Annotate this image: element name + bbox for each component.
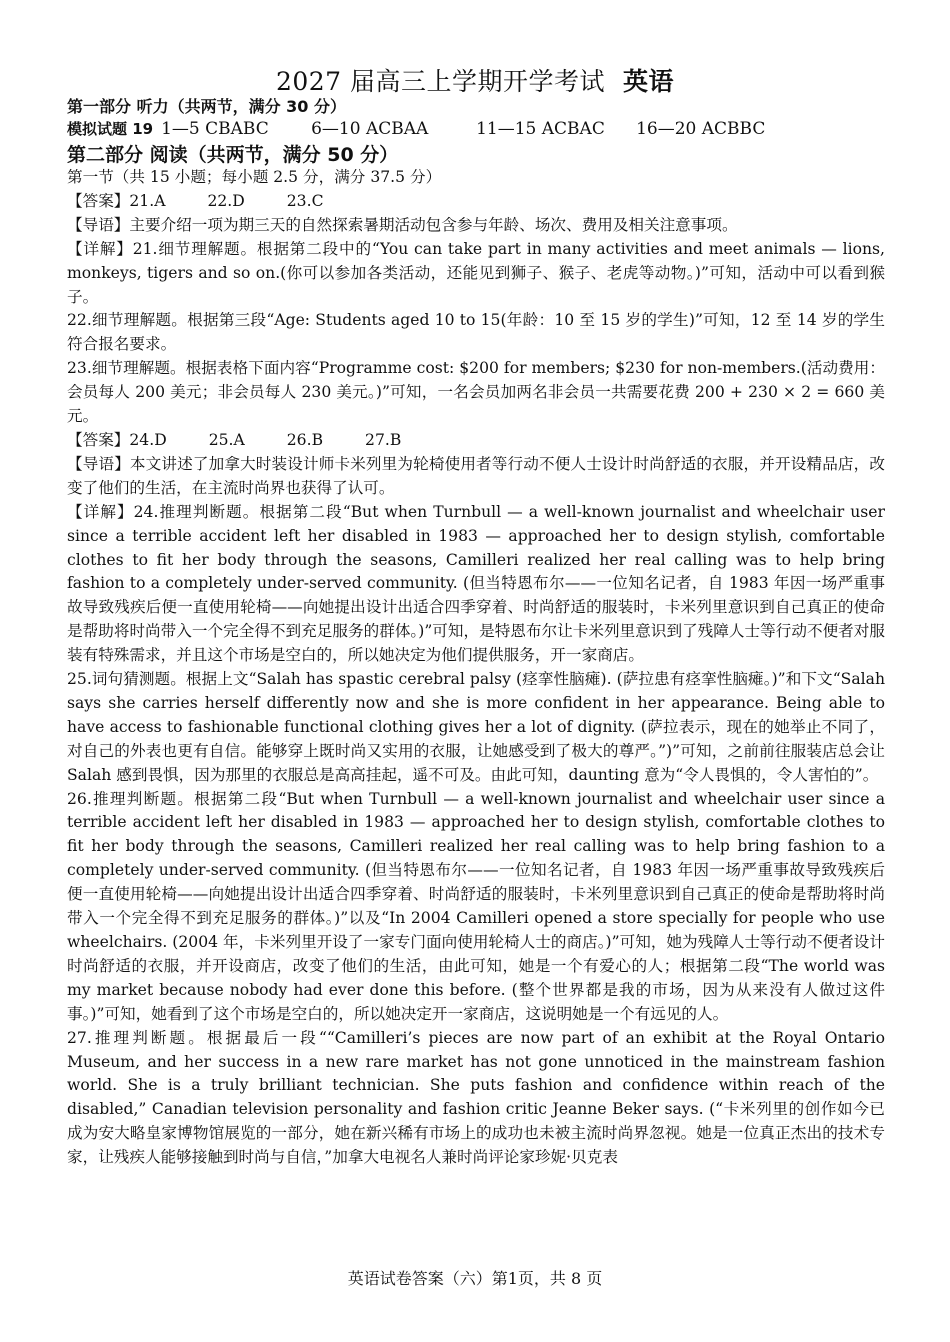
listening-answers <box>67 118 765 139</box>
explanation-25: 25.词句猜测题。根据上文“Salah has spastic cerebral palsy (痉挛性脑瘫). (萨拉患有痉挛性脑瘫。)”和下文“Salah says she carries herself differently now and she is more confident in her appearance. Being able to have access to fashionable functional clothing gives her a lot of dignity. (萨拉表示，现在的她举止不同了，对自己的外表也更有自信。能够穿上既时尚又实用的衣服，让她感受到了极大的尊严。”)”可知，之前前往服装店总会让 Salah 感到畏惧，因为那里的衣服总是高高挂起，遥不可及。由此可知，daunting 意为“令人畏惧的，令人害怕的”。 <box>67 670 885 784</box>
exam-subject: 英语 <box>623 67 675 96</box>
answer-item: 23.C <box>286 191 324 210</box>
answer-group: 1—5 CBABC <box>161 119 269 139</box>
page-footer: 英语试卷答案（六）第1页，共 8 页 <box>347 1269 603 1288</box>
answer-label: 【答案】 <box>67 430 130 449</box>
answer-item: 26.B <box>286 430 324 449</box>
answer-group: 16—20 ACBBC <box>636 119 766 139</box>
page-title <box>0 62 950 98</box>
answer-item: 21.A <box>129 191 166 210</box>
answer-body <box>67 166 885 1170</box>
exam-title: 2027 届高三上学期开学考试 <box>275 67 606 96</box>
answer-label: 【答案】 <box>67 191 130 210</box>
answer-item: 22.D <box>207 191 245 210</box>
explanation-21: 【详解】21.细节理解题。根据第二段中的“You can take part in many activities and meet animals — lions, monkeys, tigers and so on.(你可以参加各类活动，还能见到狮子、猴子、老虎等动物。)”可知，活动中可以看到猴子。 <box>67 239 885 306</box>
answer-item: 24.D <box>129 430 167 449</box>
answer-group: 6—10 ACBAA <box>311 119 429 139</box>
explanation-22: 22.细节理解题。根据第三段“Age: Students aged 10 to 15(年龄：10 至 15 岁的学生)”可知，12 至 14 岁的学生符合报名要求。 <box>67 311 885 354</box>
answer-item: 27.B <box>365 430 402 449</box>
answer-group: 11—15 ACBAC <box>476 119 605 139</box>
guide-a: 【导语】主要介绍一项为期三天的自然探索暑期活动包含参与年龄、场次、费用及相关注意事项。 <box>67 215 738 234</box>
explanation-27: 27.推理判断题。根据最后一段““Camilleri’s pieces are now part of an exhibit at the Royal Ontario Museum, and her success in a new rare market has not gone unnoticed in the mainstream fashion world. She is a truly brilliant technician. She puts fashion and confidence within reach of the disabled,” Canadian television personality and fashion critic Jeanne Beker says. (“卡米列里的创作如今已成为安大略皇家博物馆展览的一部分，她在新兴稀有市场上的成功也未被主流时尚界忽视。她是一位真正杰出的技术专家，让残疾人能够接触到时尚与自信，”加拿大电视名人兼时尚评论家珍妮·贝克表 <box>67 1028 885 1167</box>
listening-answers-label: 模拟试题 19 <box>67 120 154 138</box>
answers-row-a <box>67 190 885 214</box>
answers-row-b <box>67 429 885 453</box>
part2-heading: 第二部分 阅读（共两节，满分 50 分） <box>67 144 399 166</box>
part1-heading: 第一部分 听力（共两节，满分 30 分） <box>67 97 346 116</box>
section-intro: 第一节（共 15 小题；每小题 2.5 分，满分 37.5 分） <box>67 168 442 186</box>
explanation-26: 26.推理判断题。根据第二段“But when Turnbull — a well-known journalist and wheelchair user since a terrible accident left her disabled in 1983 — approached her to design stylish, comfortable clothes to fit her body through the seasons, Camilleri realized her real calling was to help bring fashion to a completely under-served community. (但当特恩布尔——一位知名记者，自 1983 年因一场严重事故导致残疾后便一直使用轮椅——向她提出设计出适合四季穿着、时尚舒适的服装时，卡米列里意识到自己真正的使命是帮助将时尚带入一个完全得不到充足服务的群体。)”以及“In 2004 Camilleri opened a store specially for people who use wheelchairs. (2004 年，卡米列里开设了一家专门面向使用轮椅人士的商店。)”可知，她为残障人士等行动不便者设计时尚舒适的衣服，并开设商店，改变了他们的生活，由此可知，她是一个有爱心的人；根据第二段“The world was my market because nobody had ever done this before. (整个世界都是我的市场，因为从来没有人做过这件事。)”可知，她看到了这个市场是空白的，所以她决定开一家商店，这说明她是一个有远见的人。 <box>67 789 885 1023</box>
explanation-23: 23.细节理解题。根据表格下面内容“Programme cost: $200 for members; $230 for non-members.(活动费用：会员每人 200 美元；非会员每人 230 美元。)”可知，一名会员加两名非会员一共需要花费 200 + 230 × 2 = 660 美元。 <box>67 359 885 426</box>
answer-item: 25.A <box>208 430 245 449</box>
guide-b: 【导语】本文讲述了加拿大时装设计师卡米列里为轮椅使用者等行动不便人士设计时尚舒适的衣服，并开设精品店，改变了他们的生活，在主流时尚界也获得了认可。 <box>67 454 885 497</box>
explanation-24: 【详解】24.推理判断题。根据第二段“But when Turnbull — a well-known journalist and wheelchair user since a terrible accident left her disabled in 1983 — approached her to design stylish, comfortable clothes to fit her body through the seasons, Camilleri realized her real calling was to help bring fashion to a completely under-served community. (但当特恩布尔——一位知名记者，自 1983 年因一场严重事故导致残疾后便一直使用轮椅——向她提出设计出适合四季穿着、时尚舒适的服装时，卡米列里意识到自己真正的使命是帮助将时尚带入一个完全得不到充足服务的群体。)”可知，是特恩布尔让卡米列里意识到了残障人士等行动不便者对服装有特殊需求，并且这个市场是空白的，所以她决定为他们提供服务，开一家商店。 <box>67 502 885 665</box>
